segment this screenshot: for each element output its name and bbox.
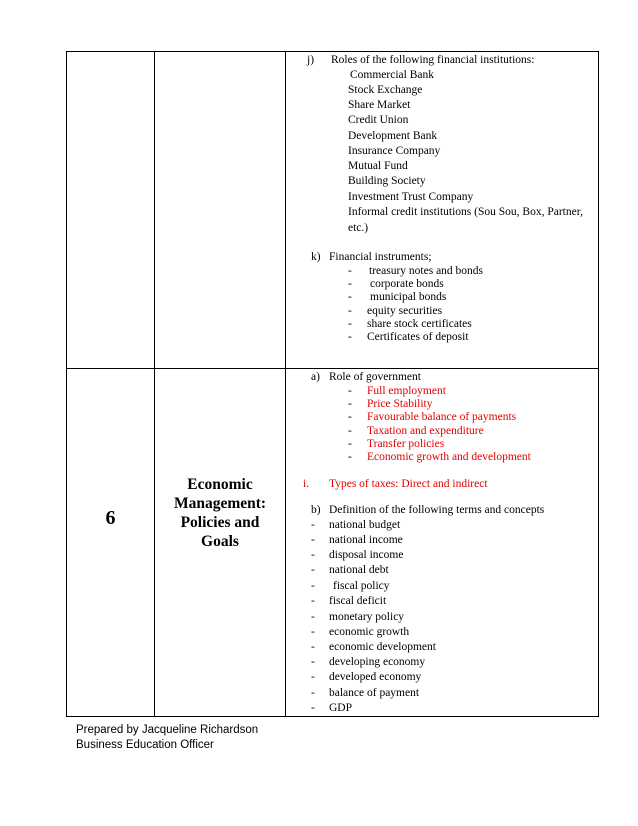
bullet-dash: - bbox=[348, 398, 352, 410]
instrument-item: treasury notes and bonds bbox=[369, 265, 484, 277]
instrument-item: equity securities bbox=[367, 305, 443, 317]
bullet-dash: - bbox=[348, 411, 352, 423]
bullet-dash: - bbox=[311, 595, 315, 607]
bullet-dash: - bbox=[311, 580, 315, 592]
concept-item: economic development bbox=[329, 641, 436, 653]
bullet-dash: - bbox=[348, 318, 352, 330]
column-divider bbox=[154, 52, 155, 716]
bullet-dash: - bbox=[348, 451, 352, 463]
concept-item: national debt bbox=[329, 564, 389, 576]
bullet-dash: - bbox=[348, 265, 352, 277]
bullet-dash: - bbox=[311, 549, 315, 561]
institution-item: Building Society bbox=[348, 175, 426, 187]
institution-item: Share Market bbox=[348, 99, 411, 111]
section-k-heading: Financial instruments; bbox=[329, 251, 432, 263]
government-role-item: Transfer policies bbox=[367, 438, 445, 450]
bullet-dash: - bbox=[311, 702, 315, 714]
item-marker-a: a) bbox=[311, 371, 320, 383]
bullet-dash: - bbox=[311, 611, 315, 623]
concept-item: national budget bbox=[329, 519, 401, 531]
footer-prepared-by: Prepared by Jacqueline Richardson bbox=[76, 724, 259, 736]
instrument-item: municipal bonds bbox=[370, 291, 447, 303]
tax-types-text: Types of taxes: Direct and indirect bbox=[329, 478, 488, 490]
institution-item: Stock Exchange bbox=[348, 84, 423, 96]
bullet-dash: - bbox=[348, 331, 352, 343]
institution-item: Credit Union bbox=[348, 114, 409, 126]
topic-title: Economic Management: Policies and Goals bbox=[173, 476, 267, 550]
column-divider bbox=[285, 52, 286, 716]
bullet-dash: - bbox=[311, 564, 315, 576]
concept-item: national income bbox=[329, 534, 403, 546]
government-role-item: Taxation and expenditure bbox=[367, 425, 484, 437]
bullet-dash: - bbox=[348, 438, 352, 450]
instrument-item: corporate bonds bbox=[370, 278, 444, 290]
institution-item: etc.) bbox=[348, 222, 369, 234]
bullet-dash: - bbox=[311, 626, 315, 638]
concept-item: fiscal deficit bbox=[329, 595, 387, 607]
bullet-dash: - bbox=[348, 305, 352, 317]
item-marker-k: k) bbox=[311, 251, 321, 263]
bullet-dash: - bbox=[348, 385, 352, 397]
concept-item: balance of payment bbox=[329, 687, 420, 699]
concept-item: fiscal policy bbox=[333, 580, 390, 592]
item-marker-b: b) bbox=[311, 504, 321, 516]
bullet-dash: - bbox=[311, 687, 315, 699]
row-divider bbox=[67, 368, 598, 369]
section-a-heading: Role of government bbox=[329, 371, 421, 383]
institution-item: Informal credit institutions (Sou Sou, Box, Partner, bbox=[348, 206, 583, 218]
government-role-item: Full employment bbox=[367, 385, 446, 397]
concept-item: developing economy bbox=[329, 656, 426, 668]
institution-item: Mutual Fund bbox=[348, 160, 408, 172]
footer-officer-title: Business Education Officer bbox=[76, 739, 214, 751]
institution-item: Commercial Bank bbox=[350, 69, 434, 81]
bullet-dash: - bbox=[311, 641, 315, 653]
concept-item: monetary policy bbox=[329, 611, 405, 623]
curriculum-table bbox=[66, 51, 599, 717]
bullet-dash: - bbox=[348, 291, 352, 303]
bullet-dash: - bbox=[348, 278, 352, 290]
section-b-heading: Definition of the following terms and concepts bbox=[329, 504, 545, 516]
concept-item: GDP bbox=[329, 702, 353, 714]
bullet-dash: - bbox=[311, 534, 315, 546]
institution-item: Investment Trust Company bbox=[348, 191, 474, 203]
bullet-dash: - bbox=[311, 519, 315, 531]
item-marker-i: i. bbox=[303, 478, 310, 490]
section-j-heading: Roles of the following financial institutions: bbox=[331, 54, 535, 66]
government-role-item: Favourable balance of payments bbox=[367, 411, 517, 423]
concept-item: disposal income bbox=[329, 549, 404, 561]
institution-item: Insurance Company bbox=[348, 145, 441, 157]
concept-item: economic growth bbox=[329, 626, 410, 638]
bullet-dash: - bbox=[348, 425, 352, 437]
instrument-item: share stock certificates bbox=[367, 318, 472, 330]
bullet-dash: - bbox=[311, 656, 315, 668]
institution-item: Development Bank bbox=[348, 130, 438, 142]
government-role-item: Economic growth and development bbox=[367, 451, 531, 463]
concept-item: developed economy bbox=[329, 671, 422, 683]
item-marker-j: j) bbox=[307, 54, 315, 66]
bullet-dash: - bbox=[311, 671, 315, 683]
instrument-item: Certificates of deposit bbox=[367, 331, 469, 343]
topic-number: 6 bbox=[105, 507, 116, 529]
government-role-item: Price Stability bbox=[367, 398, 433, 410]
